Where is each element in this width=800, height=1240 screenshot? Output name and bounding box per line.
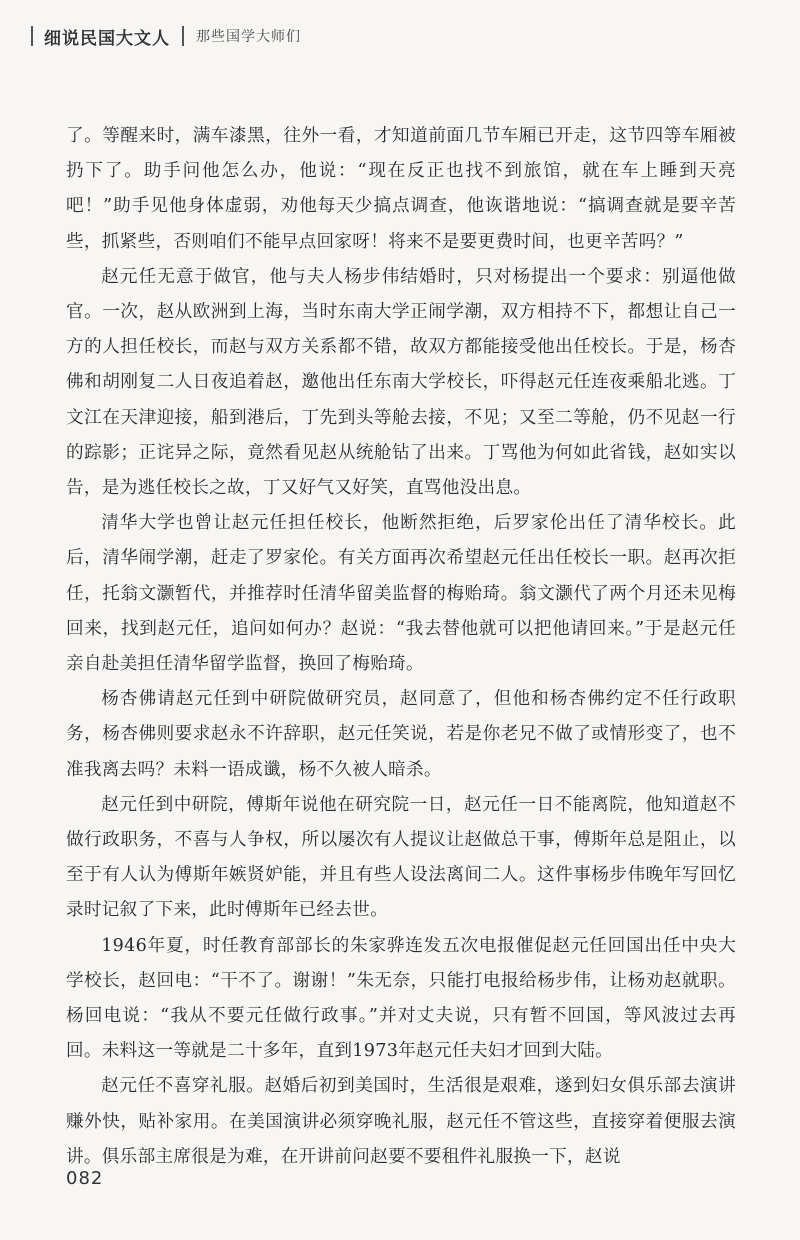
section-title: 那些国学大师们 [196,29,301,45]
paragraph: 赵元任无意于做官，他与夫人杨步伟结婚时，只对杨提出一个要求：别逼他做官。一次，赵从欧洲到上海，当时东南大学正闹学潮，双方相持不下，都想让自己一方的人担任校长，而赵与双方关系都不错，故双方都能接受他出任校长。于是，杨杏佛和胡刚复二人日夜追着赵，邀他出任东南大学校长，吓得赵元任连夜乘船北逃。丁文江在天津迎接，船到港后，丁先到头等舱去接，不见；又至二等舱，仍不见赵一行的踪影；正诧异之际，竟然看见赵从统舱钻了出来。丁骂他为何如此省钱，赵如实以告，是为逃任校长之故，丁又好气又好笑，直骂他没出息。 [66,266,736,499]
paragraph: 了。等醒来时，满车漆黑，往外一看，才知道前面几节车厢已开走，这节四等车厢被扔下了。助手问他怎么办，他说：“现在反正也找不到旅馆，就在车上睡到天亮吧！”助手见他身体虚弱，劝他每天少搞点调查，他诙谐地说：“搞调查就是要辛苦些，抓紧些，否则咱们不能早点回家呀！将来不是要更费时间，也更辛苦吗？” [66,126,736,252]
book-title: 细说民国大文人 [44,29,170,49]
paragraph: 赵元任到中研院，傅斯年说他在研究院一日，赵元任一日不能离院，他知道赵不做行政职务，不喜与人争权，所以屡次有人提议让赵做总干事，傅斯年总是阻止，以至于有人认为傅斯年嫉贤妒能，并且有些人设法离间二人。这件事杨步伟晚年写回忆录时记叙了下来，此时傅斯年已经去世。 [66,794,736,921]
paragraph: 杨杏佛请赵元任到中研院做研究员，赵同意了，但他和杨杏佛约定不任行政职务，杨杏佛则要求赵永不许辞职，赵元任笑说，若是你老兄不做了或情形变了，也不准我离去吗？未料一语成谶，杨不久被人暗杀。 [66,689,736,780]
paragraph: 清华大学也曾让赵元任担任校长，他断然拒绝，后罗家伦出任了清华校长。此后，清华闹学潮，赶走了罗家伦。有关方面再次希望赵元任出任校长一职。赵再次拒任，托翁文灏暂代，并推荐时任清华留美监督的梅贻琦。翁文灏代了两个月还未见梅回来，找到赵元任，追问如何办？赵说：“我去替他就可以把他请回来。”于是赵元任亲自赴美担任清华留学监督，换回了梅贻琦。 [66,513,736,675]
paragraph: 1946年夏，时任教育部部长的朱家骅连发五次电报催促赵元任回国出任中央大学校长，赵回电：“干不了。谢谢！”朱无奈，只能打电报给杨步伟，让杨劝赵就职。杨回电说：“我从不要元任做行政事。”并对丈夫说，只有暂不回国，等风波过去再回。未料这一等就是二十多年，直到1973年赵元任夫妇才回到大陆。 [66,935,736,1062]
header-divider [182,26,184,46]
header-divider [31,26,33,46]
page-body [66,119,736,1175]
paragraph: 赵元任不喜穿礼服。赵婚后初到美国时，生活很是艰难，遂到妇女俱乐部去演讲赚外快，贴补家用。在美国演讲必须穿晚礼服，赵元任不管这些，直接穿着便服去演讲。俱乐部主席很是为难，在开讲前问赵要不要租件礼服换一下，赵说 [66,1076,736,1167]
running-header [0,22,800,62]
page-number: 082 [66,1168,104,1189]
